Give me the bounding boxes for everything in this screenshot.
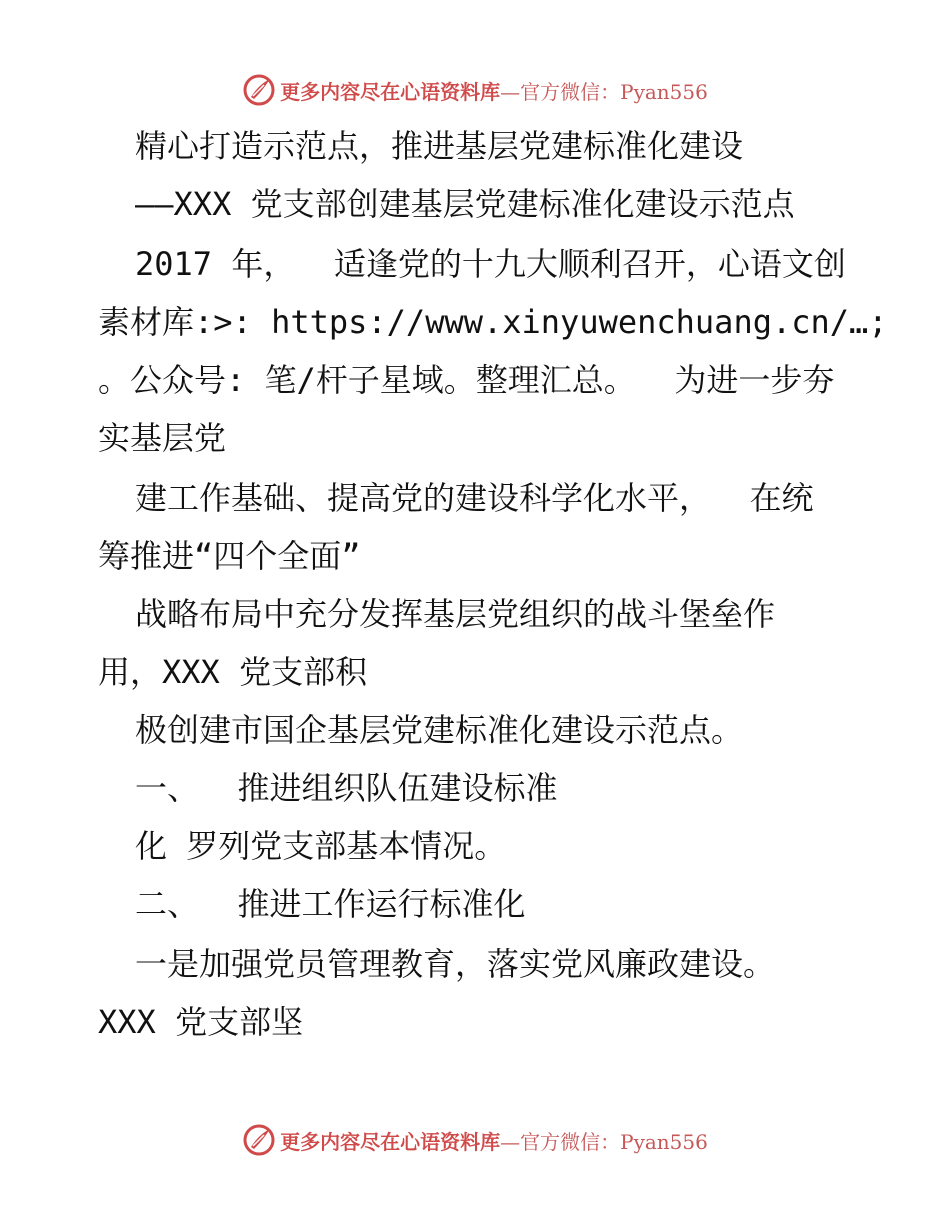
quill-logo-icon bbox=[242, 1123, 276, 1157]
paragraph-line: 素材库:>: https://www.xinyuwenchuang.cn/…; bbox=[98, 303, 888, 341]
paragraph-line: 用，XXX 党支部积 bbox=[98, 653, 368, 691]
paragraph-line: 。公众号: 笔/杆子星域。整理汇总。 为进一步夯 bbox=[98, 361, 835, 399]
section-heading: 一、 推进组织队伍建设标准 bbox=[135, 769, 558, 807]
paragraph-line: 极创建市国企基层党建标准化建设示范点。 bbox=[135, 711, 744, 749]
paragraph-line: 战略布局中充分发挥基层党组织的战斗堡垒作 bbox=[135, 595, 776, 633]
paragraph-line: 2017 年， 适逢党的十九大顺利召开，心语文创 bbox=[135, 245, 846, 283]
paragraph-line: 筹推进“四个全面” bbox=[98, 537, 361, 575]
watermark-text: 更多内容尽在心语资料库—官方微信：Pyan556 bbox=[280, 1129, 708, 1154]
paragraph-line: 建工作基础、提高党的建设科学化水平， 在统 bbox=[135, 479, 814, 517]
paragraph-line: 化 罗列党支部基本情况。 bbox=[135, 827, 507, 865]
paragraph-line: XXX 党支部坚 bbox=[98, 1003, 304, 1041]
subtitle-line: ——XXX 党支部创建基层党建标准化建设示范点 bbox=[135, 185, 795, 223]
section-heading: 二、 推进工作运行标准化 bbox=[135, 885, 526, 923]
paragraph-line: 实基层党 bbox=[98, 419, 227, 457]
watermark-text: 更多内容尽在心语资料库—官方微信：Pyan556 bbox=[280, 79, 708, 104]
paragraph-line: 一是加强党员管理教育，落实党风廉政建设。 bbox=[135, 945, 776, 983]
footer-watermark bbox=[0, 1120, 950, 1160]
title-line: 精心打造示范点，推进基层党建标准化建设 bbox=[135, 127, 744, 165]
